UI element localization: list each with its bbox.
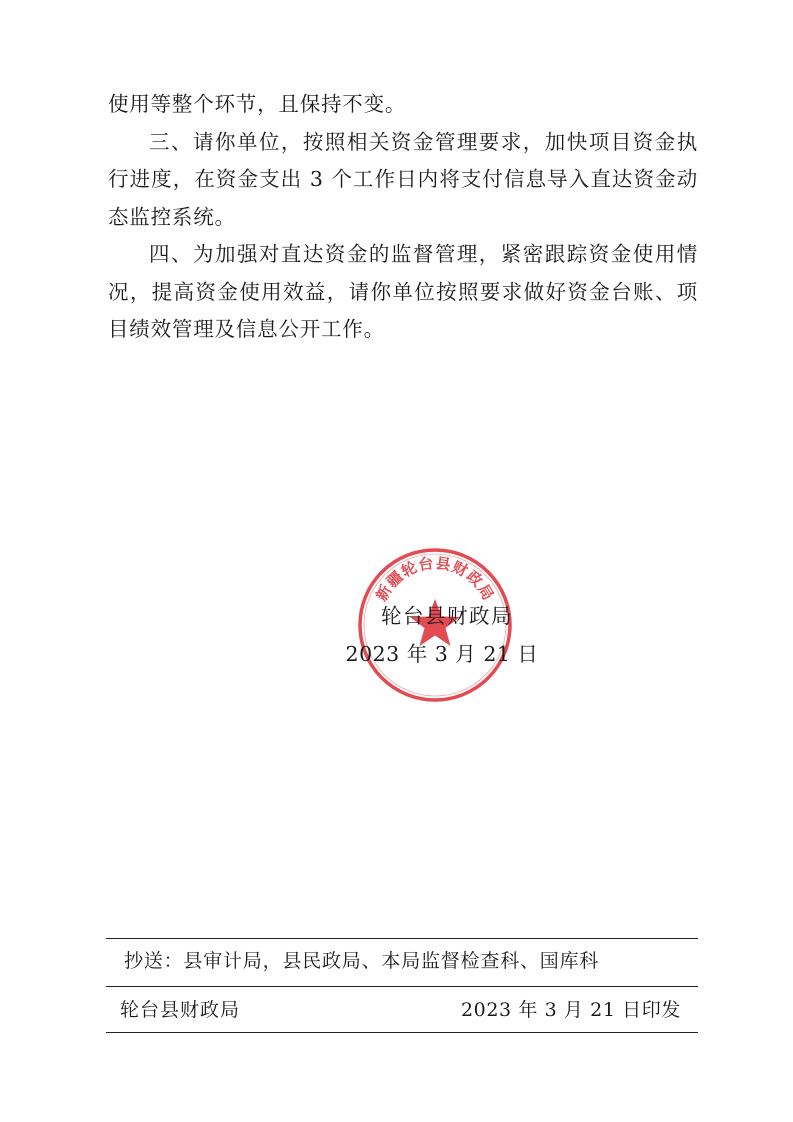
cc-distribution-line: 抄送：县审计局，县民政局、本局监督检查科、国库科: [124, 950, 600, 972]
paragraph-item-four: 四、为加强对直达资金的监督管理，紧密跟踪资金使用情况，提高资金使用效益，请你单位按照要求做好资金台账、项目绩效管理及信息公开工作。: [108, 242, 698, 341]
signature-date: 2023 年 3 月 21 日: [345, 642, 539, 666]
footer-top-rule: [106, 938, 698, 939]
document-body: [108, 86, 698, 349]
signature-organization: 轮台县财政局: [381, 604, 513, 628]
footer-issue-date: 2023 年 3 月 21 日印发: [460, 999, 681, 1021]
paragraph-continuation: 使用等整个环节，且保持不变。: [108, 92, 407, 116]
paragraph-item-three: 三、请你单位，按照相关资金管理要求，加快项目资金执行进度，在资金支出 3 个工作日内将支付信息导入直达资金动态监控系统。: [108, 129, 698, 229]
seal-text: 新疆轮台县财政局: [372, 553, 498, 605]
footer-bottom-rule: [106, 1032, 698, 1033]
signature-block: [340, 597, 540, 673]
footer-issuer: 轮台县财政局: [120, 999, 241, 1021]
footer-middle-rule: [106, 986, 698, 987]
